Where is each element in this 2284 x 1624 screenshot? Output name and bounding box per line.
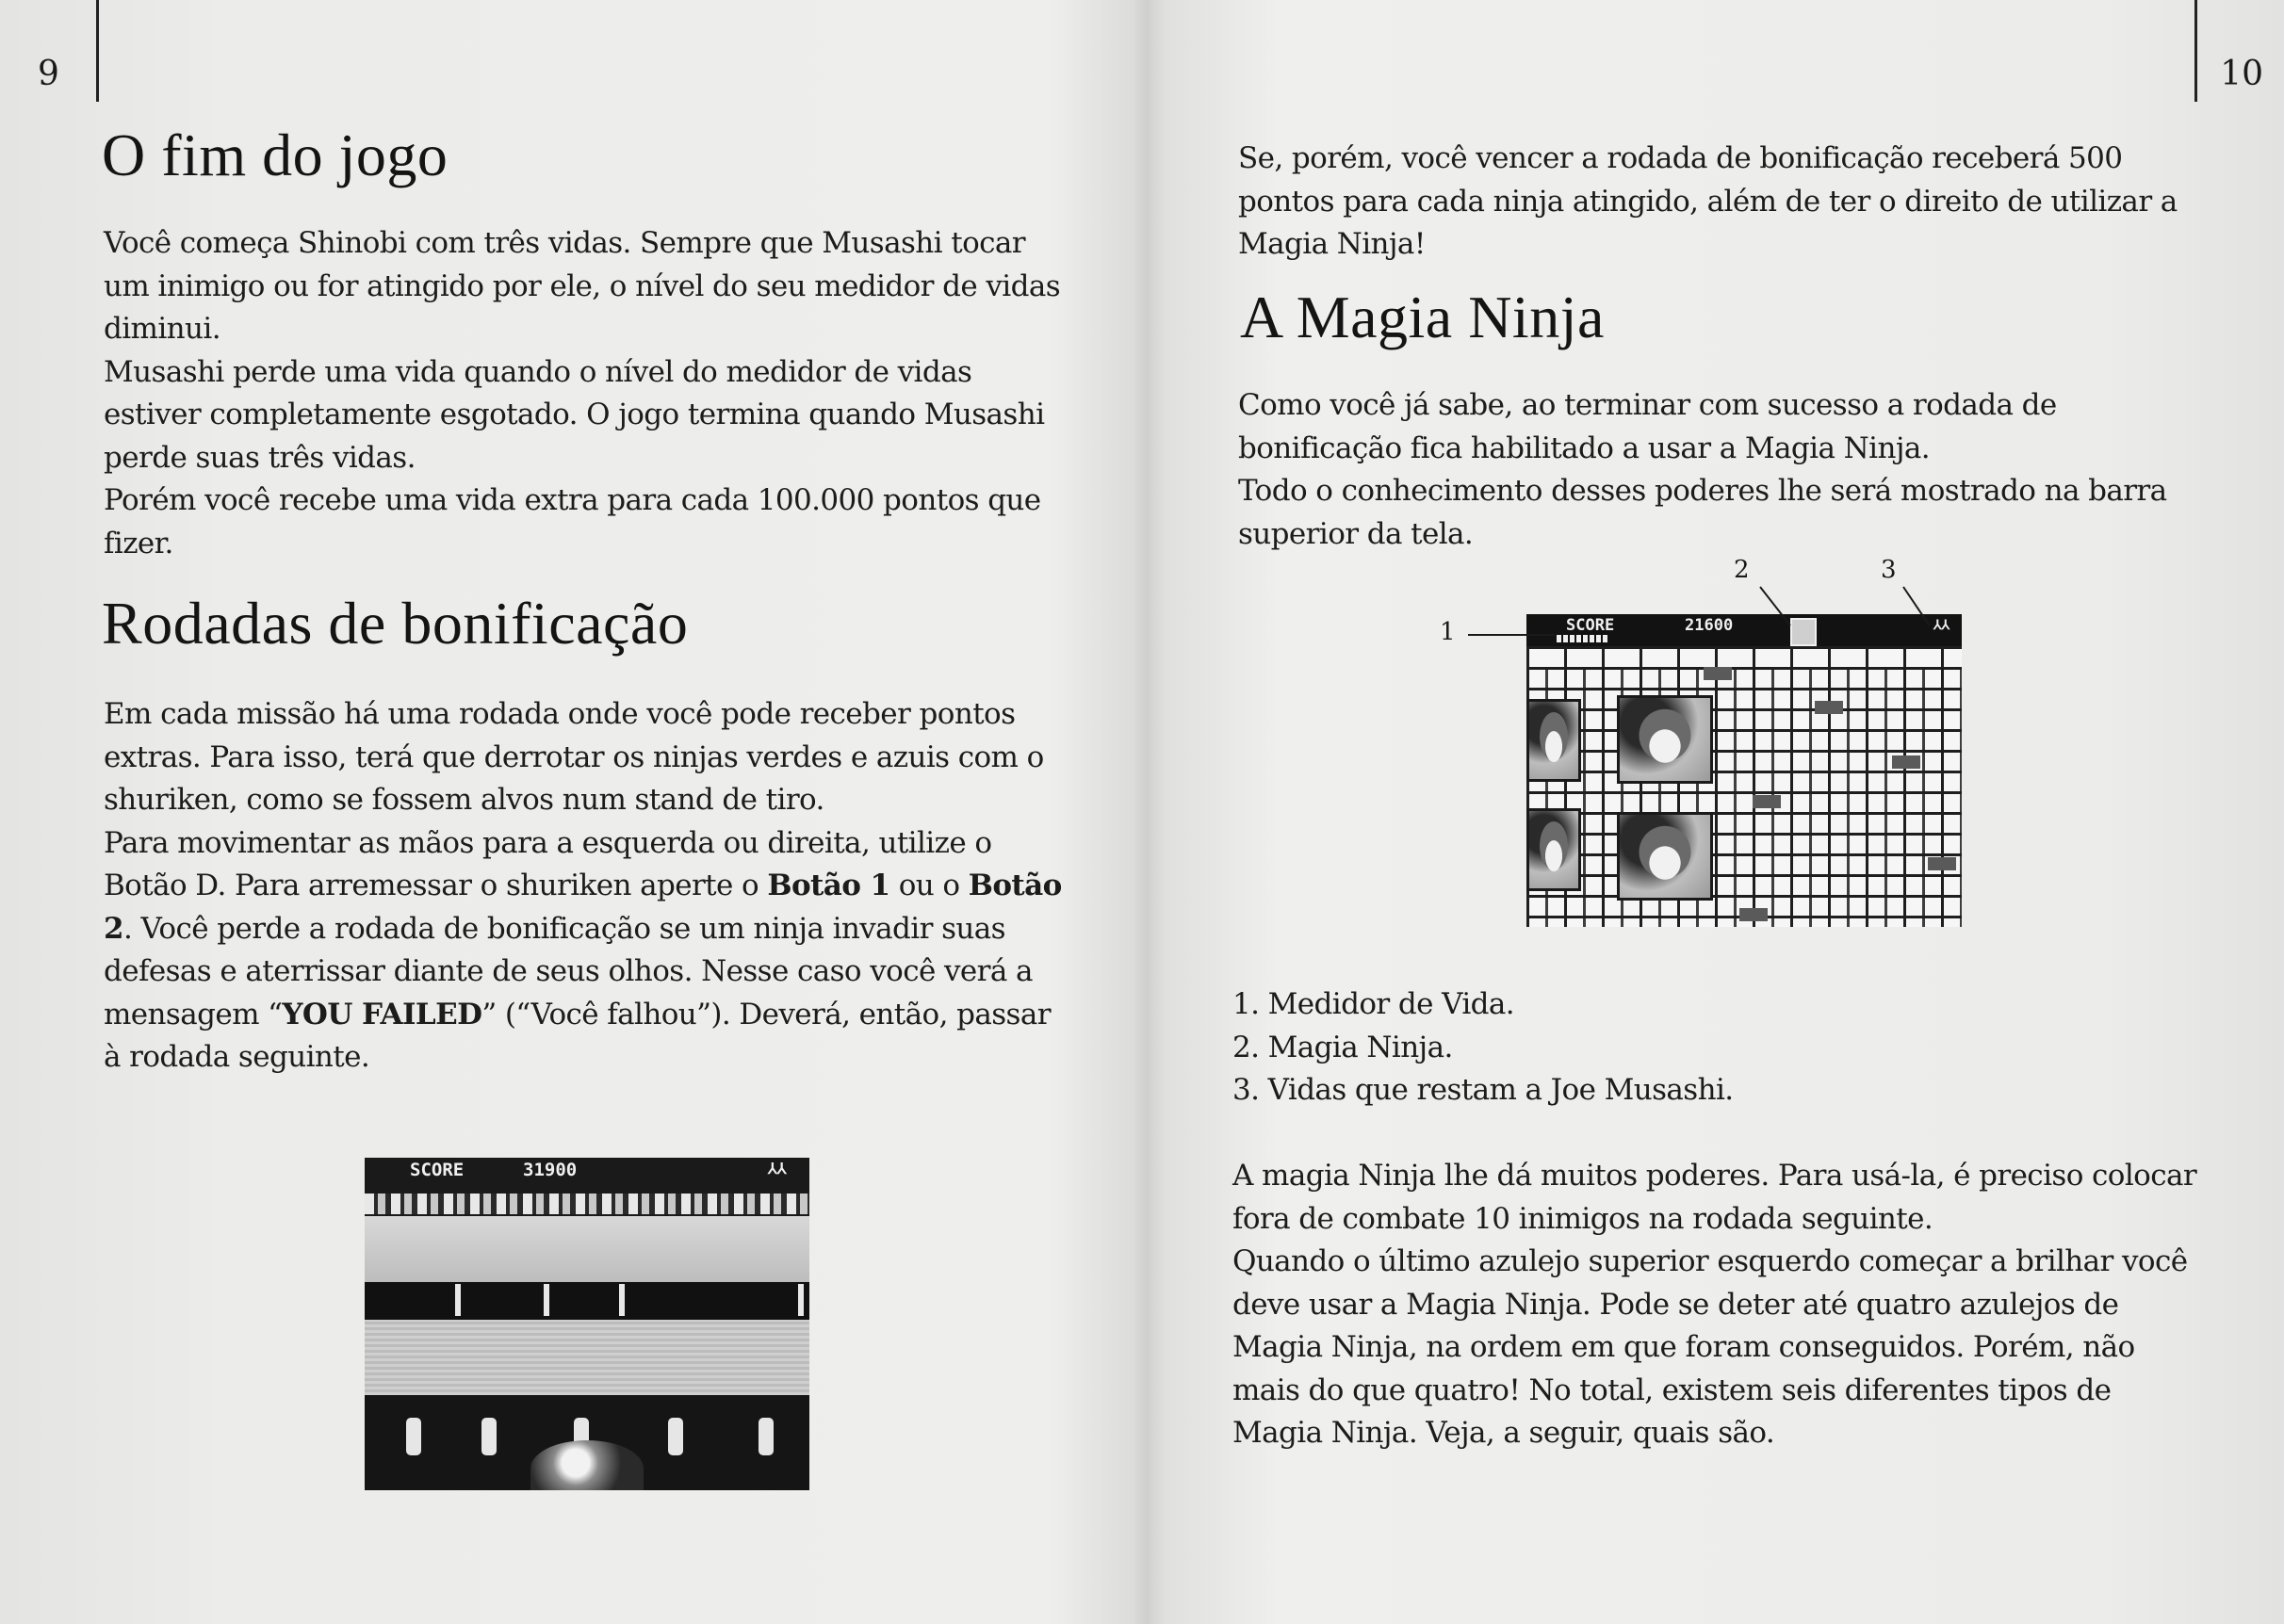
hud-lives-icon: ⅄⅄	[768, 1160, 787, 1177]
button-2-label: Botão 2	[104, 869, 1062, 946]
wall-tile	[1704, 667, 1732, 680]
closing-text: A magia Ninja lhe dá muitos poderes. Para usá-la, é preciso colocar fora de combate 10 inimigos na rodada seguinte. Quando o último azulejo superior esquerdo começar a brilhar você deve usar a Magia Ninja. Pode se deter até quatro azulejos de Magia Ninja, na ordem em que foram conseguidos. Porém, não mais do que quatro! No total, existem seis diferentes tipos de Magia Ninja. Veja, a seguir, quais são.	[1232, 1159, 2197, 1450]
wall-tile	[1739, 908, 1768, 921]
hud-life-meter	[1557, 635, 1607, 642]
intro-text: Se, porém, você vencer a rodada de bonificação receberá 500 pontos para cada ninja atingido, além de ter o direito de utilizar a Magia Ninja!	[1238, 141, 2178, 261]
bonus-rounds-text-1: Em cada missão há uma rodada onde você pode receber pontos extras. Para isso, terá que derrotar os ninjas verdes e azuis com o shuriken, como se fossem alvos num stand de tiro.	[104, 697, 1044, 817]
wall-tile	[1928, 857, 1956, 870]
bonus-pillar	[619, 1284, 625, 1316]
legend-item-2: 2. Magia Ninja.	[1232, 1030, 1453, 1064]
hud-lives-icon: ⅄⅄	[1933, 618, 1950, 633]
page-number-right: 10	[2220, 55, 2263, 93]
portrait-poster	[1526, 699, 1581, 782]
ninja-magic-text: Como você já sabe, ao terminar com sucesso a rodada de bonificação fica habilitado a usar a Magia Ninja. Todo o conhecimento desses poderes lhe será mostrado na barra superior da tela.	[1238, 388, 2167, 551]
bonus-lamp-icon	[668, 1418, 683, 1455]
paragraph-end-of-game	[104, 222, 1065, 565]
callout-number-3: 3	[1881, 556, 1897, 584]
bonus-ninja-row	[365, 1194, 809, 1214]
end-of-game-text: Você começa Shinobi com três vidas. Sempre que Musashi tocar um inimigo ou for atingido por ele, o nível do seu medidor de vidas diminui. Musashi perde uma vida quando o nível do medidor de vidas estiver completamente esgotado. O jogo termina quando Musashi perde suas três vidas. Porém você recebe uma vida extra para cada 100.000 pontos que fizer.	[104, 226, 1061, 560]
bonus-pillar	[798, 1284, 804, 1316]
bonus-rounds-text-2	[104, 822, 1065, 1080]
bonus-pillar	[544, 1284, 549, 1316]
bonus-text-d: ” (“Você falhou”). Deverá, então, passar à rodada seguinte.	[104, 997, 1051, 1074]
you-failed-message: YOU FAILED	[282, 997, 482, 1031]
bonus-lamp-icon	[481, 1418, 497, 1455]
hud-score-label: SCORE	[410, 1160, 465, 1180]
bonus-text-b: ou o	[889, 869, 969, 902]
page-number-left: 9	[38, 55, 59, 93]
bonus-pillar	[455, 1284, 461, 1316]
callout-line-1	[1468, 634, 1555, 636]
player-hands-icon	[530, 1440, 644, 1490]
paragraph-closing	[1232, 1155, 2203, 1455]
bonus-round-screenshot	[365, 1158, 809, 1490]
paragraph-ninja-magic	[1238, 384, 2199, 556]
page-edge-rule-left	[96, 0, 99, 102]
wall-tile	[1753, 795, 1781, 808]
hud-magic-tile-icon	[1790, 618, 1817, 646]
portrait-poster	[1617, 695, 1713, 784]
legend-item-1: 1. Medidor de Vida.	[1232, 987, 1515, 1021]
callout-number-1: 1	[1440, 618, 1456, 646]
hud-score-label: SCORE	[1566, 616, 1615, 635]
bonus-lamp-icon	[759, 1418, 774, 1455]
wall-tile	[1815, 701, 1843, 714]
bonus-lamp-icon	[406, 1418, 421, 1455]
bonus-floor-top	[365, 1216, 809, 1282]
hud-score-value: 21600	[1685, 616, 1734, 635]
paragraph-bonus-rounds	[104, 693, 1065, 1080]
bonus-text-a: Para movimentar as mãos para a esquerda ou direita, utilize o Botão D. Para arremessar o shuriken aperte o	[104, 825, 992, 902]
bonus-dark-band	[365, 1282, 809, 1320]
brick-wall-offset	[1526, 667, 1962, 927]
bonus-text-c: . Você perde a rodada de bonificação se um ninja invadir suas defesas e aterrissar diante de seus olhos. Nesse caso você verá a mensagem “	[104, 911, 1033, 1031]
button-1-label: Botão 1	[767, 869, 890, 902]
portrait-poster	[1526, 808, 1581, 891]
heading-ninja-magic: A Magia Ninja	[1240, 284, 1605, 350]
hud-score-value: 31900	[523, 1160, 578, 1180]
wall-tile	[1892, 755, 1920, 769]
portrait-poster	[1617, 812, 1713, 901]
heading-end-of-game: O fim do jogo	[102, 122, 449, 188]
heading-bonus-rounds: Rodadas de bonificação	[102, 590, 689, 657]
bonus-floor-mid	[365, 1320, 809, 1395]
hud-screenshot	[1526, 614, 1962, 927]
page-edge-rule-right	[2194, 0, 2197, 102]
paragraph-intro	[1238, 138, 2199, 267]
screenshot-legend	[1232, 983, 2194, 1112]
legend-item-3: 3. Vidas que restam a Joe Musashi.	[1232, 1073, 1734, 1107]
callout-number-2: 2	[1734, 556, 1750, 584]
